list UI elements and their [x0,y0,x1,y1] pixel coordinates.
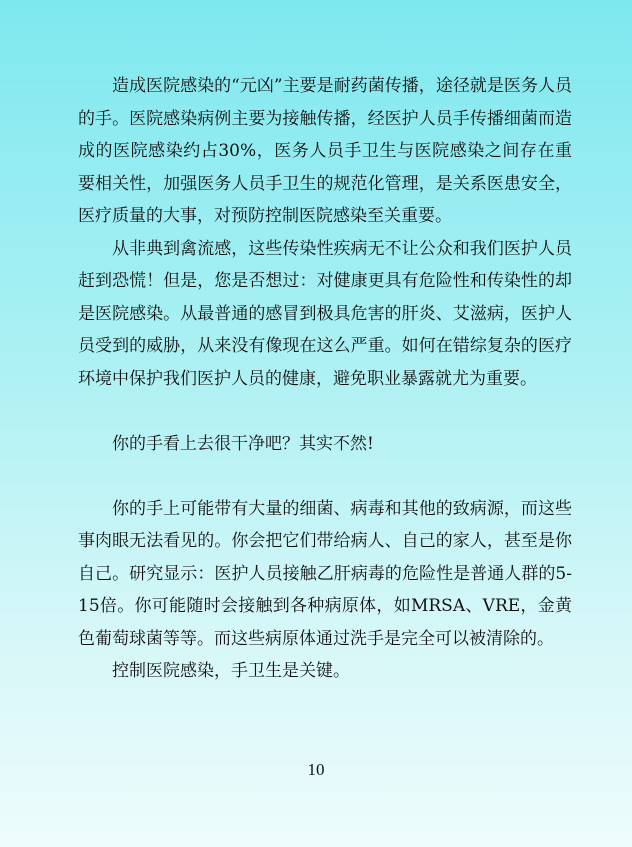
paragraph-hands-question: 你的手看上去很干净吧？其实不然! [112,433,374,454]
paragraph-spacer [78,460,572,493]
page-number: 10 [307,760,325,779]
paragraph-hand-hygiene-key: 控制医院感染，手卫生是关键。 [112,661,350,681]
paragraph-infectious-disease-threat: 从非典到禽流感，这些传染性疾病无不让公众和我们医护人员赶到恐慌！但是，您是否想过：对健康更具有危险性和传染性的却是医院感染。从最普通的感冒到极具危害的肝炎、艾滋病，医护人员受到的威胁，从来没有像现在这么严重。如何在错综复杂的医疗环境中保护我们医护人员的健康，避免职业暴露就尤为重要。 [78,238,572,389]
paragraph-spacer [78,395,572,428]
page-body [78,70,572,688]
paragraph-hand-pathogens: 你的手上可能带有大量的细菌、病毒和其他的致病源，而这些事肉眼无法看见的。你会把它们带给病人、自己的家人，甚至是你自己。研究显示：医护人员接触乙肝病毒的危险性是普通人群的5-15倍。你可能随时会接触到各种病原体，如MRSA、VRE，金黄色葡萄球菌等等。而这些病原体通过洗手是完全可以被清除的。 [78,498,572,649]
paragraph-hospital-infection-cause: 造成医院感染的“元凶”主要是耐药菌传播，途径就是医务人员的手。医院感染病例主要为接触传播，经医护人员手传播细菌而造成的医院感染约占30%，医务人员手卫生与医院感染之间存在重要相关性，加强医务人员手卫生的规范化管理，是关系医患安全，医疗质量的大事，对预防控制医院感染至关重要。 [78,76,572,226]
